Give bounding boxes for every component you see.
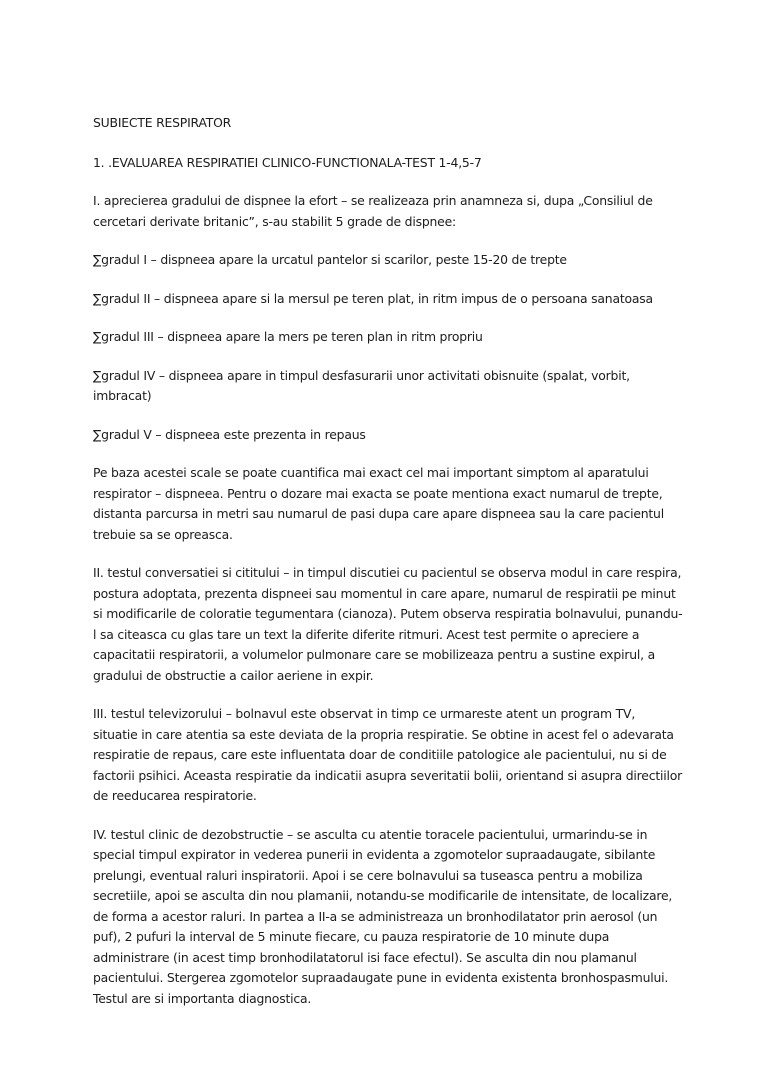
list-item-grade-4: ∑gradul IV – dispneea apare in timpul desfasurarii unor activitati obisnuite (spalat, vorbit, imbracat) (93, 367, 630, 403)
paragraph-test-2: II. testul conversatiei si cititului – in timpul discutiei cu pacientul se observa modul in care respira, postura adoptata, prezenta dispneei sau momentul in care apare, numarul de respiratii pe minut si modificarile de coloratie tegumentara (cianoza). Putem observa respiratia bolnavului, punandu-l sa citeasca cu glas tare un text la diferite diferite ritmuri. Acest test permite o apreciere a capacitatii respiratorii, a volumelor pulmonare care se mobilizeaza pentru a sustine expirul, a gradului de obstructie a cailor aeriene in expir. (93, 565, 683, 683)
paragraph-intro: I. aprecierea gradului de dispnee la efort – se realizeaza prin anamneza si, dupa „Consiliul de cercetari derivate britanic”, s-au stabilit 5 grade de dispnee: (93, 193, 653, 229)
paragraph-test-4: IV. testul clinic de dezobstructie – se asculta cu atentie toracele pacientului, urmarindu-se in special timpul expirator in vederea punerii in evidenta a zgomotelor supraadaugate, sibilante prelungi, eventual raluri inspiratorii. Apoi i se cere bolnavului sa tuseasca pentru a mobiliza secretiile, apoi se asculta din nou plamanii, notandu-se modificarile de intensitate, de localizare, de forma a acestor raluri. In partea a II-a se administreaza un bronhodilatator prin aerosol (un puf), 2 pufuri la interval de 5 minute fiecare, cu pauza respiratorie de 10 minute dupa administrare (in acest timp bronhodilatatorul isi face efectul). Se asculta din nou plamanul pacientului. Stergerea zgomotelor supraadaugate pune in evidenta existenta bronhospasmului. Testul are si importanta diagnostica. (93, 826, 673, 1006)
list-item-grade-5: ∑gradul V – dispneea este prezenta in repaus (93, 426, 366, 442)
list-item-grade-2: ∑gradul II – dispneea apare si la mersul pe teren plat, in ritm impus de o persoana sanatoasa (93, 290, 653, 306)
document-body (93, 113, 683, 1027)
list-item-grade-3: ∑gradul III – dispneea apare la mers pe teren plan in ritm propriu (93, 329, 483, 344)
document-title: SUBIECTE RESPIRATOR (93, 115, 232, 130)
section-heading: 1. .EVALUAREA RESPIRATIEI CLINICO-FUNCTIONALA-TEST 1-4,5-7 (93, 154, 482, 170)
paragraph-test-3: III. testul televizorului – bolnavul este observat in timp ce urmareste atent un program TV, situatie in care atentia sa este deviata de la propria respiratie. Se obtine in acest fel o adevarata respiratie de repaus, care este influentata doar de conditiile patologice ale pacientului, nu si de factorii psihici. Aceasta respiratie da indicatii asupra severitatii bolii, orientand si asupra directiilor de reeducarea respiratorie. (93, 706, 682, 803)
paragraph-scale: Pe baza acestei scale se poate cuantifica mai exact cel mai important simptom al aparatului respirator – dispneea. Pentru o dozare mai exacta se poate mentiona exact numarul de trepte, distanta parcursa in metri sau numarul de pasi dupa care apare dispneea sau la care pacientul trebuie sa se opreasca. (93, 465, 664, 542)
list-item-grade-1: ∑gradul I – dispneea apare la urcatul pantelor si scarilor, peste 15-20 de trepte (93, 252, 567, 267)
